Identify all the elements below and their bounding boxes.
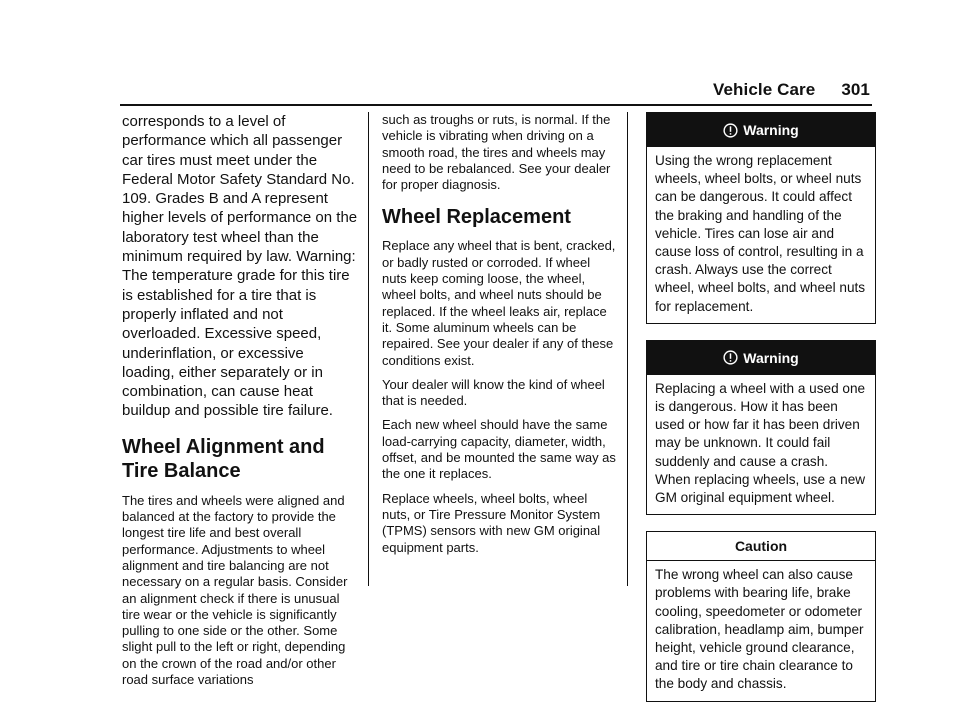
wheel-replacement-text-1: Replace any wheel that is bent, cracked, or badly rusted or corroded. If wheel nuts keep coming loose, the wheel, wheel bolts, and wheel nuts should be replaced. If the wheel leaks air, replace it. Some aluminum wheels can be repaired. See your dealer if any of these conditions exist. (382, 238, 616, 368)
column-middle (382, 112, 618, 564)
caution-title: Caution (734, 538, 788, 555)
caution-box (646, 531, 876, 701)
wheel-alignment-text: The tires and wheels were aligned and balanced at the factory to provide the longest tire life and best overall performance. Adjustments to wheel alignment and tire balancing are not necessary on a regular basis. Consider an alignment check if there is unusual tire wear or the vehicle is significantly pulling to one side or the other. Some slight pull to the left or right, depending on the crown of the road and/or other road surface variations (122, 492, 348, 688)
column-left (122, 112, 358, 696)
wheel-replacement-heading: Wheel Replacement (382, 206, 571, 229)
warning-title: Warning (743, 122, 799, 138)
page-number: 301 (841, 80, 870, 99)
section-title: Vehicle Care (713, 80, 816, 99)
warning-text: Using the wrong replacement wheels, wheel bolts, or wheel nuts can be dangerous. It could affect the braking and handling of the vehicle. Tires can lose air and cause loss of control, resulting in a crash. Always use the correct wheel, wheel bolts, and wheel nuts for replacement. (655, 153, 866, 314)
caution-text: The wrong wheel can also cause problems with bearing life, brake cooling, speedometer or odometer calibration, headlamp aim, bumper height, vehicle ground clearance, and tire or tire chain clearance to the body and chassis. (655, 567, 864, 692)
warning-icon (723, 123, 738, 138)
column-divider (627, 112, 628, 586)
caution-header (647, 532, 875, 561)
page-header (713, 80, 870, 100)
warning-icon (723, 350, 738, 365)
wheel-alignment-heading: Wheel Alignment and Tire Balance (122, 435, 325, 482)
warning-text: Replacing a wheel with a used one is dangerous. How it has been used or how far it has been driven may be unknown. It could fail suddenly and cause a crash. When replacing wheels, use a new GM original equipment wheel. (655, 380, 866, 506)
wheel-replacement-text-4: Replace wheels, wheel bolts, wheel nuts, or Tire Pressure Monitor System (TPMS) sensors with new GM original equipment parts. (382, 490, 601, 555)
header-divider (120, 104, 872, 106)
alignment-continued-text: such as troughs or ruts, is normal. If the vehicle is vibrating when driving on a smooth road, the tires and wheels may need to be rebalanced. See your dealer for proper diagnosis. (382, 112, 611, 193)
warning-box (646, 112, 876, 324)
column-right (646, 112, 876, 718)
warning-header (647, 341, 875, 375)
warning-header (647, 113, 875, 147)
warning-box (646, 340, 876, 515)
wheel-replacement-text-3: Each new wheel should have the same load-carrying capacity, diameter, width, offset, and be mounted the same way as the one it replaces. (382, 417, 616, 482)
tire-grade-text: corresponds to a level of performance which all passenger car tires must meet under the Federal Motor Safety Standard No. 109. Grades B and A represent higher levels of performance on the laboratory test wheel than the minimum required by law. Warning: The temperature grade for this tire is established for a tire that is properly inflated and not overloaded. Excessive speed, underinflation, or excessive loading, either separately or in combination, can cause heat buildup and possible tire failure. (122, 113, 358, 420)
warning-title: Warning (743, 349, 799, 366)
wheel-replacement-text-2: Your dealer will know the kind of wheel that is needed. (382, 376, 605, 409)
column-divider (368, 112, 369, 586)
